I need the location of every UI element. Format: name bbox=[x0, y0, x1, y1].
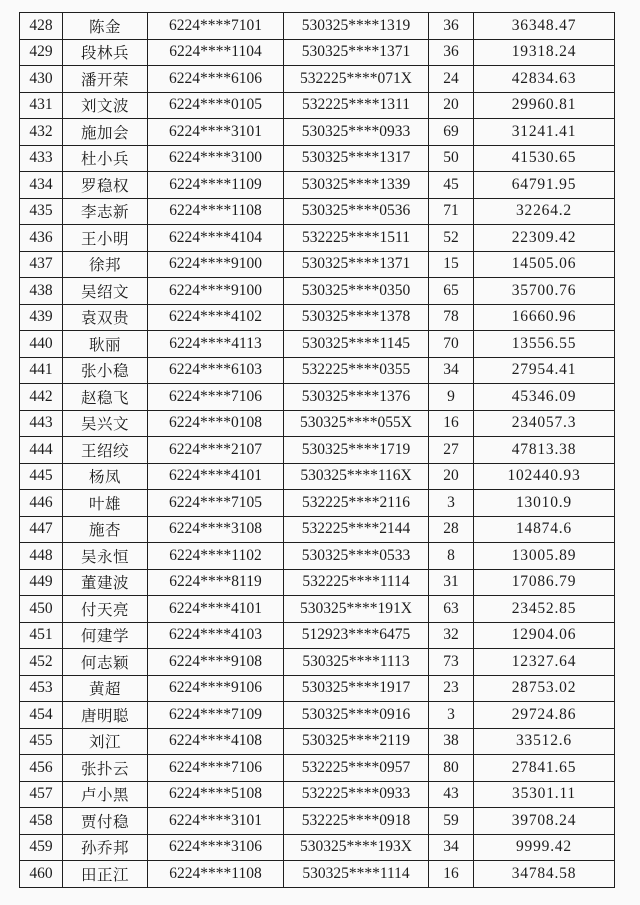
cell-name: 刘江 bbox=[63, 728, 148, 755]
cell-card: 6224****4108 bbox=[148, 728, 284, 755]
cell-amount: 36348.47 bbox=[474, 13, 615, 40]
cell-index: 450 bbox=[20, 596, 63, 623]
cell-name: 吴兴文 bbox=[63, 410, 148, 437]
cell-count: 20 bbox=[429, 92, 474, 119]
cell-name: 耿丽 bbox=[63, 331, 148, 358]
cell-name: 田正江 bbox=[63, 861, 148, 888]
cell-id_number: 532225****2116 bbox=[284, 490, 429, 517]
cell-index: 431 bbox=[20, 92, 63, 119]
cell-index: 438 bbox=[20, 278, 63, 305]
cell-card: 6224****6103 bbox=[148, 357, 284, 384]
cell-amount: 13010.9 bbox=[474, 490, 615, 517]
cell-card: 6224****2107 bbox=[148, 437, 284, 464]
cell-count: 16 bbox=[429, 861, 474, 888]
cell-id_number: 530325****0350 bbox=[284, 278, 429, 305]
cell-amount: 34784.58 bbox=[474, 861, 615, 888]
cell-id_number: 530325****1376 bbox=[284, 384, 429, 411]
cell-id_number: 530325****0536 bbox=[284, 198, 429, 225]
cell-count: 36 bbox=[429, 39, 474, 66]
cell-count: 34 bbox=[429, 357, 474, 384]
table-row bbox=[20, 39, 615, 66]
cell-count: 80 bbox=[429, 755, 474, 782]
cell-name: 贾付稳 bbox=[63, 808, 148, 835]
cell-count: 70 bbox=[429, 331, 474, 358]
cell-card: 6224****7106 bbox=[148, 755, 284, 782]
cell-index: 445 bbox=[20, 463, 63, 490]
cell-name: 袁双贵 bbox=[63, 304, 148, 331]
table-row bbox=[20, 437, 615, 464]
cell-index: 458 bbox=[20, 808, 63, 835]
cell-name: 王绍绞 bbox=[63, 437, 148, 464]
cell-index: 448 bbox=[20, 543, 63, 570]
cell-count: 50 bbox=[429, 145, 474, 172]
cell-amount: 13005.89 bbox=[474, 543, 615, 570]
table-row bbox=[20, 516, 615, 543]
cell-card: 6224****4101 bbox=[148, 463, 284, 490]
cell-count: 45 bbox=[429, 172, 474, 199]
cell-index: 432 bbox=[20, 119, 63, 146]
cell-name: 赵稳飞 bbox=[63, 384, 148, 411]
cell-name: 孙乔邦 bbox=[63, 834, 148, 861]
table-row bbox=[20, 675, 615, 702]
cell-index: 451 bbox=[20, 622, 63, 649]
cell-count: 71 bbox=[429, 198, 474, 225]
cell-index: 435 bbox=[20, 198, 63, 225]
table-row bbox=[20, 357, 615, 384]
cell-index: 452 bbox=[20, 649, 63, 676]
cell-count: 34 bbox=[429, 834, 474, 861]
cell-id_number: 530325****116X bbox=[284, 463, 429, 490]
cell-count: 73 bbox=[429, 649, 474, 676]
cell-card: 6224****5108 bbox=[148, 781, 284, 808]
cell-index: 436 bbox=[20, 225, 63, 252]
cell-index: 429 bbox=[20, 39, 63, 66]
table-row bbox=[20, 304, 615, 331]
cell-id_number: 532225****0918 bbox=[284, 808, 429, 835]
cell-name: 董建波 bbox=[63, 569, 148, 596]
cell-index: 437 bbox=[20, 251, 63, 278]
cell-count: 8 bbox=[429, 543, 474, 570]
cell-amount: 16660.96 bbox=[474, 304, 615, 331]
table-row bbox=[20, 702, 615, 729]
cell-index: 443 bbox=[20, 410, 63, 437]
table-row bbox=[20, 834, 615, 861]
cell-amount: 42834.63 bbox=[474, 66, 615, 93]
cell-id_number: 530325****191X bbox=[284, 596, 429, 623]
cell-amount: 19318.24 bbox=[474, 39, 615, 66]
cell-card: 6224****1109 bbox=[148, 172, 284, 199]
cell-amount: 64791.95 bbox=[474, 172, 615, 199]
cell-amount: 29724.86 bbox=[474, 702, 615, 729]
table-row bbox=[20, 781, 615, 808]
cell-id_number: 530325****1378 bbox=[284, 304, 429, 331]
cell-id_number: 530325****1719 bbox=[284, 437, 429, 464]
cell-id_number: 530325****1317 bbox=[284, 145, 429, 172]
cell-card: 6224****7106 bbox=[148, 384, 284, 411]
cell-index: 442 bbox=[20, 384, 63, 411]
cell-count: 78 bbox=[429, 304, 474, 331]
cell-count: 59 bbox=[429, 808, 474, 835]
cell-card: 6224****7109 bbox=[148, 702, 284, 729]
cell-count: 65 bbox=[429, 278, 474, 305]
cell-name: 刘文波 bbox=[63, 92, 148, 119]
table-row bbox=[20, 331, 615, 358]
cell-index: 455 bbox=[20, 728, 63, 755]
cell-amount: 47813.38 bbox=[474, 437, 615, 464]
cell-amount: 17086.79 bbox=[474, 569, 615, 596]
cell-card: 6224****4102 bbox=[148, 304, 284, 331]
cell-amount: 234057.3 bbox=[474, 410, 615, 437]
payment-list-table bbox=[19, 12, 615, 888]
cell-index: 441 bbox=[20, 357, 63, 384]
cell-name: 叶雄 bbox=[63, 490, 148, 517]
cell-card: 6224****4104 bbox=[148, 225, 284, 252]
cell-card: 6224****6106 bbox=[148, 66, 284, 93]
cell-id_number: 530325****1319 bbox=[284, 13, 429, 40]
cell-amount: 9999.42 bbox=[474, 834, 615, 861]
cell-id_number: 532225****0355 bbox=[284, 357, 429, 384]
table-row bbox=[20, 410, 615, 437]
cell-count: 3 bbox=[429, 490, 474, 517]
cell-name: 何志颖 bbox=[63, 649, 148, 676]
cell-card: 6224****9100 bbox=[148, 278, 284, 305]
cell-card: 6224****0108 bbox=[148, 410, 284, 437]
cell-amount: 102440.93 bbox=[474, 463, 615, 490]
cell-count: 27 bbox=[429, 437, 474, 464]
cell-name: 付天亮 bbox=[63, 596, 148, 623]
cell-amount: 45346.09 bbox=[474, 384, 615, 411]
cell-index: 449 bbox=[20, 569, 63, 596]
cell-name: 吴永恒 bbox=[63, 543, 148, 570]
cell-count: 31 bbox=[429, 569, 474, 596]
cell-count: 9 bbox=[429, 384, 474, 411]
table-row bbox=[20, 808, 615, 835]
cell-amount: 29960.81 bbox=[474, 92, 615, 119]
cell-index: 439 bbox=[20, 304, 63, 331]
cell-id_number: 532225****1511 bbox=[284, 225, 429, 252]
cell-id_number: 530325****193X bbox=[284, 834, 429, 861]
cell-id_number: 530325****0933 bbox=[284, 119, 429, 146]
cell-card: 6224****1108 bbox=[148, 861, 284, 888]
cell-name: 王小明 bbox=[63, 225, 148, 252]
cell-count: 23 bbox=[429, 675, 474, 702]
table-row bbox=[20, 861, 615, 888]
table-row bbox=[20, 92, 615, 119]
cell-count: 3 bbox=[429, 702, 474, 729]
cell-amount: 39708.24 bbox=[474, 808, 615, 835]
cell-name: 李志新 bbox=[63, 198, 148, 225]
cell-amount: 14505.06 bbox=[474, 251, 615, 278]
table-row bbox=[20, 649, 615, 676]
cell-count: 15 bbox=[429, 251, 474, 278]
table-row bbox=[20, 728, 615, 755]
cell-name: 杨凤 bbox=[63, 463, 148, 490]
cell-card: 6224****4113 bbox=[148, 331, 284, 358]
cell-id_number: 530325****1145 bbox=[284, 331, 429, 358]
cell-count: 20 bbox=[429, 463, 474, 490]
cell-index: 446 bbox=[20, 490, 63, 517]
table-row bbox=[20, 13, 615, 40]
cell-id_number: 532225****1311 bbox=[284, 92, 429, 119]
cell-count: 63 bbox=[429, 596, 474, 623]
cell-amount: 31241.41 bbox=[474, 119, 615, 146]
cell-card: 6224****7101 bbox=[148, 13, 284, 40]
cell-id_number: 530325****1371 bbox=[284, 39, 429, 66]
cell-amount: 35301.11 bbox=[474, 781, 615, 808]
table-row bbox=[20, 569, 615, 596]
cell-name: 卢小黑 bbox=[63, 781, 148, 808]
cell-name: 陈金 bbox=[63, 13, 148, 40]
cell-card: 6224****1104 bbox=[148, 39, 284, 66]
cell-name: 施杏 bbox=[63, 516, 148, 543]
cell-index: 430 bbox=[20, 66, 63, 93]
table-row bbox=[20, 596, 615, 623]
cell-name: 黄超 bbox=[63, 675, 148, 702]
cell-amount: 23452.85 bbox=[474, 596, 615, 623]
cell-id_number: 530325****1339 bbox=[284, 172, 429, 199]
cell-amount: 41530.65 bbox=[474, 145, 615, 172]
table-row bbox=[20, 119, 615, 146]
table-row bbox=[20, 66, 615, 93]
cell-name: 张小稳 bbox=[63, 357, 148, 384]
cell-name: 潘开荣 bbox=[63, 66, 148, 93]
cell-id_number: 530325****1371 bbox=[284, 251, 429, 278]
cell-card: 6224****9100 bbox=[148, 251, 284, 278]
cell-count: 69 bbox=[429, 119, 474, 146]
cell-index: 454 bbox=[20, 702, 63, 729]
cell-card: 6224****8119 bbox=[148, 569, 284, 596]
cell-name: 杜小兵 bbox=[63, 145, 148, 172]
table-row bbox=[20, 172, 615, 199]
cell-name: 罗稳权 bbox=[63, 172, 148, 199]
cell-card: 6224****4101 bbox=[148, 596, 284, 623]
cell-index: 457 bbox=[20, 781, 63, 808]
cell-card: 6224****3101 bbox=[148, 808, 284, 835]
cell-index: 460 bbox=[20, 861, 63, 888]
cell-index: 434 bbox=[20, 172, 63, 199]
cell-card: 6224****1108 bbox=[148, 198, 284, 225]
table-row bbox=[20, 622, 615, 649]
table-row bbox=[20, 490, 615, 517]
cell-id_number: 530325****2119 bbox=[284, 728, 429, 755]
cell-card: 6224****3101 bbox=[148, 119, 284, 146]
cell-card: 6224****3106 bbox=[148, 834, 284, 861]
cell-name: 唐明聪 bbox=[63, 702, 148, 729]
cell-amount: 32264.2 bbox=[474, 198, 615, 225]
table-row bbox=[20, 251, 615, 278]
cell-card: 6224****0105 bbox=[148, 92, 284, 119]
cell-index: 440 bbox=[20, 331, 63, 358]
cell-id_number: 530325****1917 bbox=[284, 675, 429, 702]
cell-card: 6224****4103 bbox=[148, 622, 284, 649]
cell-id_number: 530325****055X bbox=[284, 410, 429, 437]
cell-count: 52 bbox=[429, 225, 474, 252]
cell-card: 6224****3100 bbox=[148, 145, 284, 172]
cell-index: 444 bbox=[20, 437, 63, 464]
cell-count: 16 bbox=[429, 410, 474, 437]
cell-count: 32 bbox=[429, 622, 474, 649]
cell-amount: 13556.55 bbox=[474, 331, 615, 358]
cell-name: 徐邦 bbox=[63, 251, 148, 278]
cell-amount: 12327.64 bbox=[474, 649, 615, 676]
table-row bbox=[20, 384, 615, 411]
cell-id_number: 530325****1113 bbox=[284, 649, 429, 676]
cell-amount: 27954.41 bbox=[474, 357, 615, 384]
cell-name: 施加会 bbox=[63, 119, 148, 146]
table-body bbox=[20, 13, 615, 888]
cell-card: 6224****7105 bbox=[148, 490, 284, 517]
cell-count: 38 bbox=[429, 728, 474, 755]
cell-index: 447 bbox=[20, 516, 63, 543]
cell-card: 6224****9108 bbox=[148, 649, 284, 676]
cell-amount: 22309.42 bbox=[474, 225, 615, 252]
cell-card: 6224****1102 bbox=[148, 543, 284, 570]
table-row bbox=[20, 278, 615, 305]
cell-index: 459 bbox=[20, 834, 63, 861]
cell-amount: 14874.6 bbox=[474, 516, 615, 543]
cell-id_number: 532225****0933 bbox=[284, 781, 429, 808]
cell-index: 456 bbox=[20, 755, 63, 782]
cell-name: 段林兵 bbox=[63, 39, 148, 66]
table-row bbox=[20, 225, 615, 252]
table-row bbox=[20, 543, 615, 570]
table-row bbox=[20, 198, 615, 225]
cell-name: 何建学 bbox=[63, 622, 148, 649]
cell-count: 24 bbox=[429, 66, 474, 93]
cell-index: 453 bbox=[20, 675, 63, 702]
cell-id_number: 532225****0957 bbox=[284, 755, 429, 782]
cell-id_number: 530325****1114 bbox=[284, 861, 429, 888]
cell-id_number: 530325****0533 bbox=[284, 543, 429, 570]
cell-id_number: 532225****2144 bbox=[284, 516, 429, 543]
cell-id_number: 512923****6475 bbox=[284, 622, 429, 649]
cell-amount: 27841.65 bbox=[474, 755, 615, 782]
cell-amount: 12904.06 bbox=[474, 622, 615, 649]
table-row bbox=[20, 755, 615, 782]
cell-name: 吴绍文 bbox=[63, 278, 148, 305]
cell-count: 28 bbox=[429, 516, 474, 543]
cell-id_number: 532225****1114 bbox=[284, 569, 429, 596]
cell-card: 6224****9106 bbox=[148, 675, 284, 702]
cell-index: 428 bbox=[20, 13, 63, 40]
cell-amount: 33512.6 bbox=[474, 728, 615, 755]
cell-id_number: 532225****071X bbox=[284, 66, 429, 93]
cell-amount: 28753.02 bbox=[474, 675, 615, 702]
cell-index: 433 bbox=[20, 145, 63, 172]
cell-id_number: 530325****0916 bbox=[284, 702, 429, 729]
cell-count: 36 bbox=[429, 13, 474, 40]
table-row bbox=[20, 463, 615, 490]
table-row bbox=[20, 145, 615, 172]
cell-count: 43 bbox=[429, 781, 474, 808]
cell-card: 6224****3108 bbox=[148, 516, 284, 543]
cell-amount: 35700.76 bbox=[474, 278, 615, 305]
cell-name: 张扑云 bbox=[63, 755, 148, 782]
